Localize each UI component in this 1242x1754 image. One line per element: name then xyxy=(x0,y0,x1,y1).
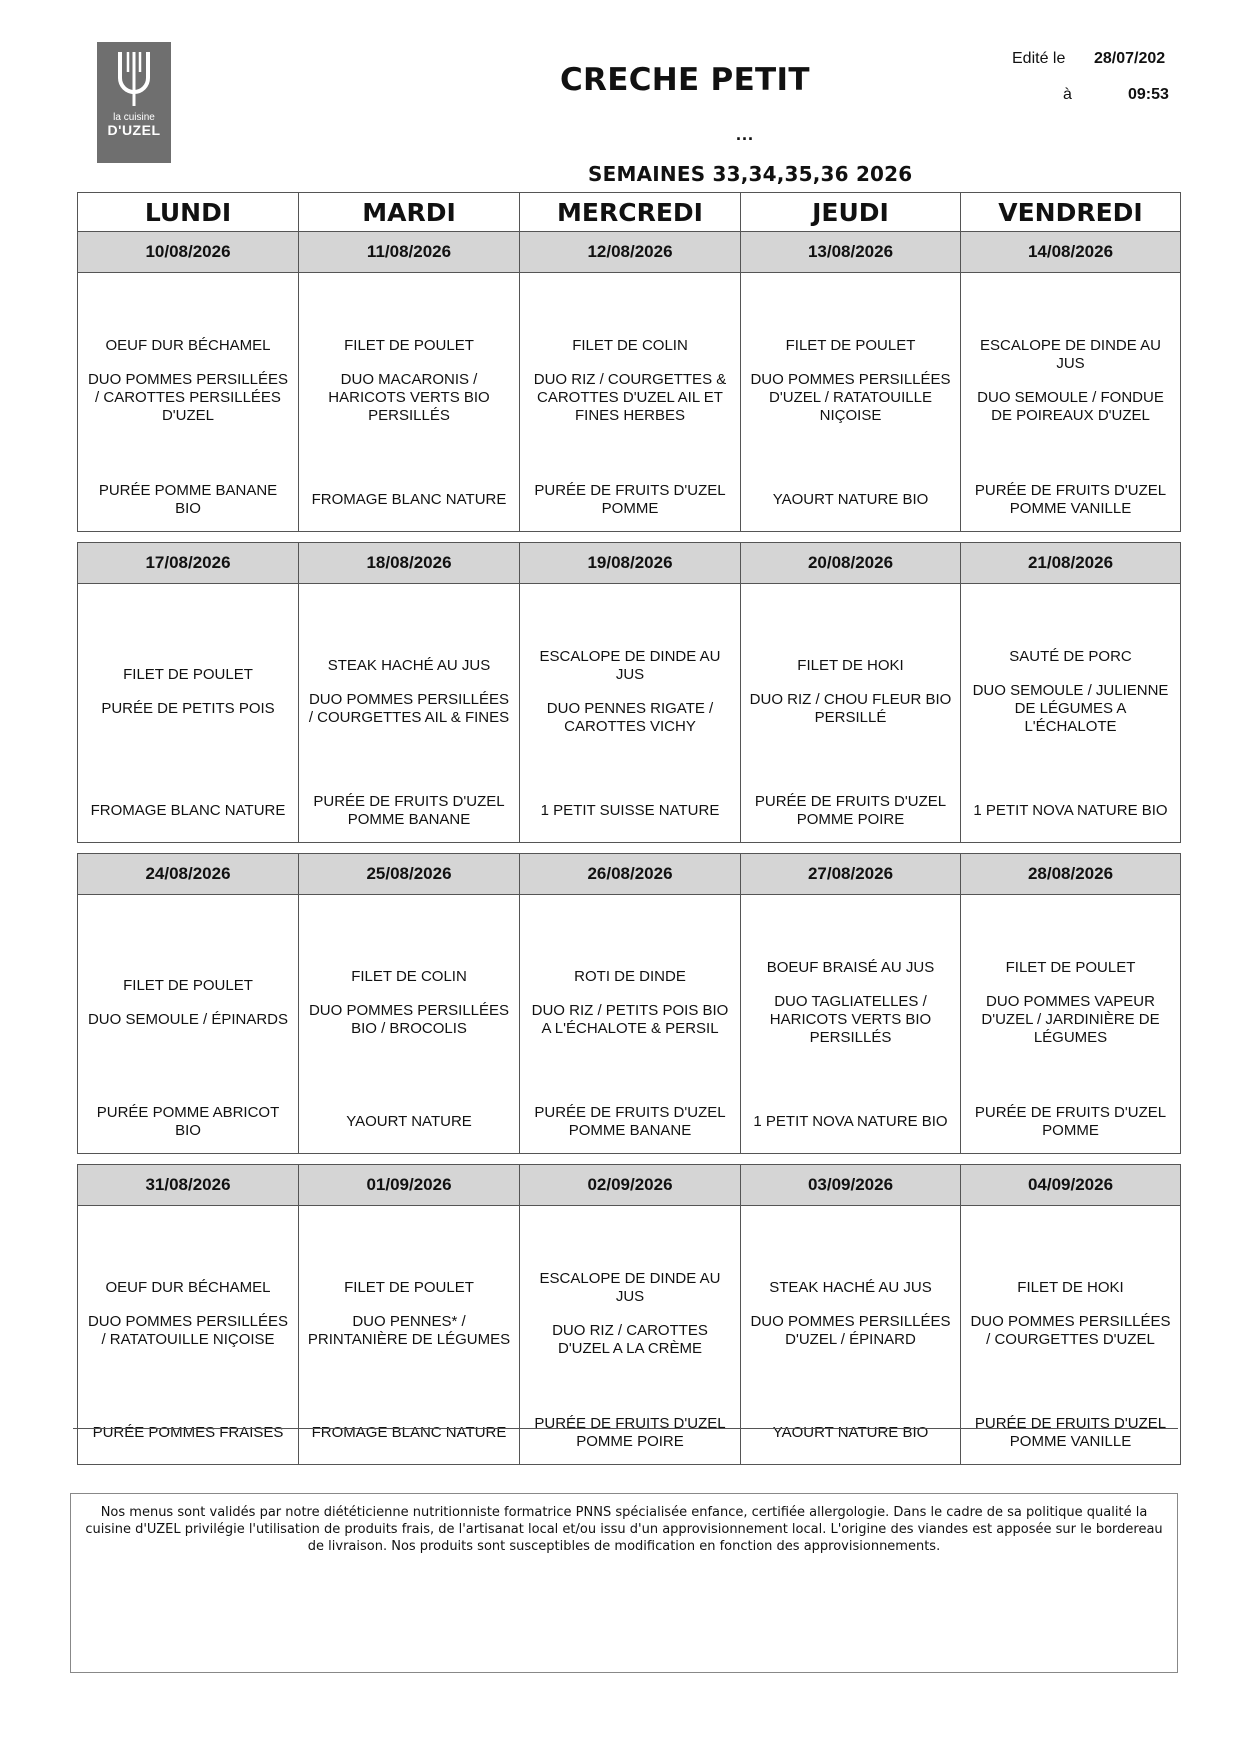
dessert: YAOURT NATURE BIO xyxy=(772,491,929,508)
fork-icon xyxy=(114,50,154,108)
date-cell: 18/08/2026 xyxy=(299,543,520,584)
main-dish: FILET DE POULET xyxy=(344,1279,474,1296)
date-cell: 20/08/2026 xyxy=(741,543,961,584)
main-dish: FILET DE HOKI xyxy=(1017,1279,1124,1296)
meal-cell xyxy=(299,895,520,1154)
meal-row xyxy=(78,895,1181,1154)
day-header: MARDI xyxy=(299,193,520,232)
meal-cell xyxy=(299,1206,520,1465)
dessert: 1 PETIT NOVA NATURE BIO xyxy=(753,1113,948,1130)
meal-cell xyxy=(961,1206,1181,1465)
date-cell: 25/08/2026 xyxy=(299,854,520,895)
side-dish: DUO RIZ / CAROTTES D'UZEL A LA CRÈME xyxy=(552,1322,708,1357)
main-dish: BOEUF BRAISÉ AU JUS xyxy=(766,959,935,976)
week-gap-cell xyxy=(78,1154,1181,1165)
week-gap-cell xyxy=(78,843,1181,854)
date-row xyxy=(78,232,1181,273)
day-header: LUNDI xyxy=(78,193,299,232)
edit-date: 28/07/202 xyxy=(1094,50,1166,67)
dessert: 1 PETIT NOVA NATURE BIO xyxy=(973,802,1168,819)
meal-row xyxy=(78,1206,1181,1465)
dessert: PURÉE DE FRUITS D'UZEL POMME VANILLE xyxy=(974,1415,1167,1450)
main-dish: FILET DE POULET xyxy=(1005,959,1136,976)
meal-cell xyxy=(741,273,961,532)
dessert: PURÉE POMMES FRAISES xyxy=(92,1424,284,1441)
main-dish: STEAK HACHÉ AU JUS xyxy=(769,1279,932,1296)
meal-cell xyxy=(299,584,520,843)
dessert: PURÉE POMME BANANE BIO xyxy=(98,482,278,517)
dessert: 1 PETIT SUISSE NATURE xyxy=(540,802,720,819)
side-dish: DUO POMMES PERSILLÉES / RATATOUILLE NIÇOISE xyxy=(87,1313,289,1348)
meal-cell xyxy=(961,584,1181,843)
meal-cell xyxy=(520,584,741,843)
day-header: VENDREDI xyxy=(961,193,1181,232)
meal-cell xyxy=(961,273,1181,532)
side-dish: DUO RIZ / CHOU FLEUR BIO PERSILLÉ xyxy=(749,691,952,726)
dessert: PURÉE DE FRUITS D'UZEL POMME VANILLE xyxy=(974,482,1167,517)
meal-cell xyxy=(520,895,741,1154)
side-dish: DUO SEMOULE / ÉPINARDS xyxy=(87,1011,289,1028)
main-dish: FILET DE POULET xyxy=(344,337,474,354)
meal-cell xyxy=(78,1206,299,1465)
dessert: PURÉE DE FRUITS D'UZEL POMME xyxy=(974,1104,1167,1139)
edit-time: 09:53 xyxy=(1128,86,1169,103)
meal-cell xyxy=(78,895,299,1154)
dessert: YAOURT NATURE BIO xyxy=(772,1424,929,1441)
brand-logo xyxy=(97,42,171,163)
meal-cell xyxy=(299,273,520,532)
bottom-rule xyxy=(73,1428,1178,1429)
date-row xyxy=(78,854,1181,895)
main-dish: FILET DE POULET xyxy=(123,977,253,994)
main-dish: OEUF DUR BÉCHAMEL xyxy=(105,337,271,354)
side-dish: DUO SEMOULE / JULIENNE DE LÉGUMES A L'ÉCHALOTE xyxy=(972,682,1169,735)
at-label: à xyxy=(1063,86,1072,103)
dessert: PURÉE DE FRUITS D'UZEL POMME POIRE xyxy=(534,1415,726,1450)
side-dish: DUO POMMES PERSILLÉES D'UZEL / RATATOUILLE NIÇOISE xyxy=(750,371,951,424)
date-cell: 03/09/2026 xyxy=(741,1165,961,1206)
week-gap-cell xyxy=(78,532,1181,543)
date-cell: 04/09/2026 xyxy=(961,1165,1181,1206)
dessert: PURÉE DE FRUITS D'UZEL POMME xyxy=(534,482,726,517)
dessert: FROMAGE BLANC NATURE xyxy=(311,1424,507,1441)
dessert: PURÉE DE FRUITS D'UZEL POMME POIRE xyxy=(754,793,947,828)
meal-cell xyxy=(741,584,961,843)
side-dish: DUO RIZ / COURGETTES & CAROTTES D'UZEL AIL ET FINES HERBES xyxy=(533,371,727,424)
side-dish: DUO PENNES RIGATE / CAROTTES VICHY xyxy=(546,700,714,735)
main-dish: FILET DE POULET xyxy=(123,666,253,683)
dessert: FROMAGE BLANC NATURE xyxy=(90,802,286,819)
date-cell: 27/08/2026 xyxy=(741,854,961,895)
week-gap xyxy=(78,532,1181,543)
date-cell: 12/08/2026 xyxy=(520,232,741,273)
day-header: JEUDI xyxy=(741,193,961,232)
date-cell: 21/08/2026 xyxy=(961,543,1181,584)
main-dish: ESCALOPE DE DINDE AU JUS xyxy=(539,1270,721,1305)
meal-row xyxy=(78,584,1181,843)
meal-cell xyxy=(520,273,741,532)
date-row xyxy=(78,1165,1181,1206)
main-dish: ESCALOPE DE DINDE AU JUS xyxy=(539,648,721,683)
main-dish: SAUTÉ DE PORC xyxy=(1009,648,1132,665)
week-gap xyxy=(78,1154,1181,1165)
date-cell: 19/08/2026 xyxy=(520,543,741,584)
date-cell: 11/08/2026 xyxy=(299,232,520,273)
dessert: PURÉE DE FRUITS D'UZEL POMME BANANE xyxy=(313,793,505,828)
date-cell: 13/08/2026 xyxy=(741,232,961,273)
weeks-heading: SEMAINES 33,34,35,36 2026 xyxy=(588,162,913,186)
side-dish: DUO POMMES PERSILLÉES / COURGETTES D'UZEL xyxy=(970,1313,1171,1348)
day-header: MERCREDI xyxy=(520,193,741,232)
date-cell: 24/08/2026 xyxy=(78,854,299,895)
main-dish: ESCALOPE DE DINDE AU JUS xyxy=(980,337,1161,372)
date-cell: 10/08/2026 xyxy=(78,232,299,273)
dessert: FROMAGE BLANC NATURE xyxy=(311,491,507,508)
date-cell: 31/08/2026 xyxy=(78,1165,299,1206)
main-dish: OEUF DUR BÉCHAMEL xyxy=(105,1279,271,1296)
date-cell: 26/08/2026 xyxy=(520,854,741,895)
main-dish: FILET DE COLIN xyxy=(351,968,467,985)
meal-cell xyxy=(741,895,961,1154)
day-header-row xyxy=(78,193,1181,232)
meal-cell xyxy=(961,895,1181,1154)
date-row xyxy=(78,543,1181,584)
main-dish: ROTI DE DINDE xyxy=(574,968,686,985)
main-dish: FILET DE COLIN xyxy=(572,337,688,354)
date-cell: 02/09/2026 xyxy=(520,1165,741,1206)
date-cell: 14/08/2026 xyxy=(961,232,1181,273)
side-dish: DUO RIZ / PETITS POIS BIO A L'ÉCHALOTE & PERSIL xyxy=(531,1002,729,1037)
week-gap xyxy=(78,843,1181,854)
side-dish: DUO TAGLIATELLES / HARICOTS VERTS BIO PERSILLÉS xyxy=(769,993,932,1046)
meal-cell xyxy=(741,1206,961,1465)
date-cell: 28/08/2026 xyxy=(961,854,1181,895)
side-dish: DUO MACARONIS / HARICOTS VERTS BIO PERSILLÉS xyxy=(328,371,490,424)
side-dish: DUO POMMES PERSILLÉES BIO / BROCOLIS xyxy=(308,1002,510,1037)
side-dish: DUO POMMES VAPEUR D'UZEL / JARDINIÈRE DE LÉGUMES xyxy=(981,993,1160,1046)
dessert: PURÉE DE FRUITS D'UZEL POMME BANANE xyxy=(534,1104,726,1139)
side-dish: DUO POMMES PERSILLÉES / COURGETTES AIL & FINES xyxy=(308,691,510,726)
side-dish: DUO SEMOULE / FONDUE DE POIREAUX D'UZEL xyxy=(977,389,1164,424)
side-dish: DUO PENNES* / PRINTANIÈRE DE LÉGUMES xyxy=(307,1313,511,1348)
main-dish: FILET DE HOKI xyxy=(797,657,904,674)
date-cell: 01/09/2026 xyxy=(299,1165,520,1206)
footer-note: Nos menus sont validés par notre diététicienne nutritionniste formatrice PNNS spécialisée enfance, certifiée allergologie. Dans le cadre de sa politique qualité la cuisine d'UZEL privilégie l'utilisation de produits frais, de l'artisanat local et/ou issu d'un approvisionnement local. L'origine des viandes est apposée sur le bordereau de livraison. Nos produits sont susceptibles de modification en fonction des approvisionnements. xyxy=(70,1493,1178,1673)
main-dish: FILET DE POULET xyxy=(785,337,916,354)
page-title: CRECHE PETIT xyxy=(560,62,810,98)
dessert: PURÉE POMME ABRICOT BIO xyxy=(96,1104,280,1139)
logo-line-2: D'UZEL xyxy=(107,122,161,138)
dessert: YAOURT NATURE xyxy=(346,1113,472,1130)
edit-label: Edité le xyxy=(1012,50,1066,67)
side-dish: DUO POMMES PERSILLÉES D'UZEL / ÉPINARD xyxy=(750,1313,951,1348)
menu-table xyxy=(77,192,1181,1465)
meal-cell xyxy=(78,584,299,843)
logo-line-1: la cuisine xyxy=(113,112,155,123)
side-dish: PURÉE DE PETITS POIS xyxy=(101,700,275,717)
meal-cell xyxy=(78,273,299,532)
meal-cell xyxy=(520,1206,741,1465)
title-dots: ... xyxy=(736,124,755,144)
meal-row xyxy=(78,273,1181,532)
date-cell: 17/08/2026 xyxy=(78,543,299,584)
main-dish: STEAK HACHÉ AU JUS xyxy=(327,657,491,674)
side-dish: DUO POMMES PERSILLÉES / CAROTTES PERSILLÉES D'UZEL xyxy=(87,371,289,424)
